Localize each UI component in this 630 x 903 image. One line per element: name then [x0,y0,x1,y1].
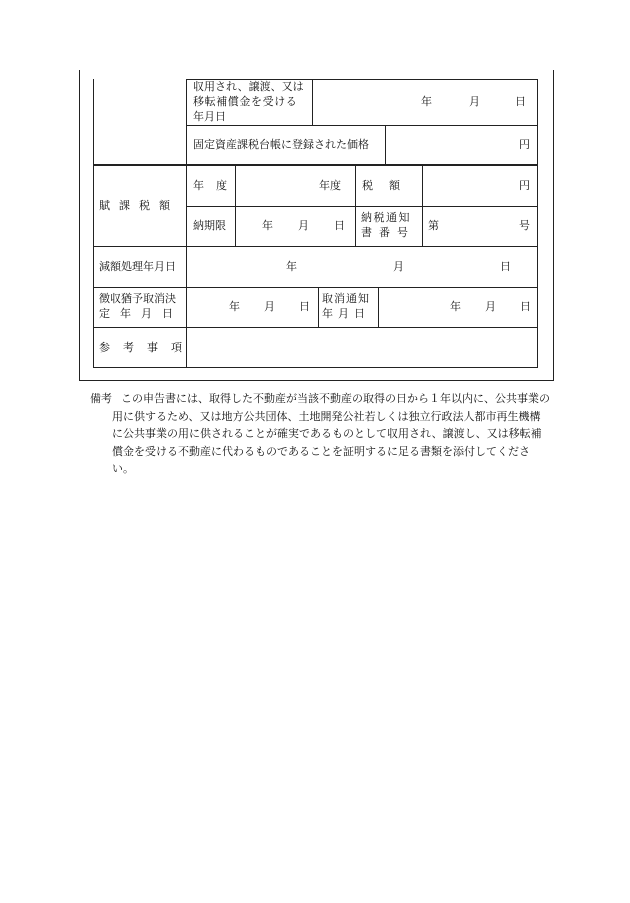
grace-cancel-month: 月 [264,300,275,313]
divider [385,125,386,165]
fiscal-year-unit: 年度 [319,179,341,192]
divider [93,246,538,247]
remarks-label: 参考事項 [99,341,195,354]
label-column-divider-top [186,79,187,165]
expropriation-date-label-line2: 移転補償金を受ける [193,95,298,108]
cancel-notice-day: 日 [520,300,531,313]
cancel-notice-label-line1: 取消通知 [322,292,370,305]
divider [186,247,187,288]
expropriation-date-year: 年 [421,95,432,108]
section-divider [93,164,538,166]
note-heading: 備考 [90,392,112,405]
grace-cancel-day: 日 [299,300,310,313]
reduction-date-label: 減額処理年月日 [99,260,176,273]
divider [186,125,538,126]
tax-amount-unit: 円 [519,179,530,192]
expropriation-date-label-line1: 収用され、譲渡、又は [193,80,304,93]
grace-cancel-label-line1: 徴収猶予取消決 [99,292,176,305]
outer-frame-bottom [79,380,554,381]
notice-number-suffix: 号 [519,219,530,232]
due-date-year: 年 [262,219,273,232]
grace-cancel-year: 年 [229,300,240,313]
fiscal-year-label: 年度 [193,179,239,192]
tax-amount-label: 税額 [362,179,416,192]
expropriation-date-month: 月 [469,95,480,108]
divider [186,288,187,368]
reduction-date-year: 年 [286,260,297,273]
table-left-border [93,79,94,368]
table-right-border [537,79,538,368]
expropriation-date-day: 日 [515,95,526,108]
notice-number-label-line2: 書番号 [361,226,415,239]
reduction-date-day: 日 [500,260,511,273]
divider [186,206,538,207]
divider [93,327,538,328]
due-date-day: 日 [334,219,345,232]
outer-frame-right [553,70,554,381]
due-date-label: 納期限 [193,219,226,232]
taxation-label [99,199,179,213]
outer-frame-left [79,70,80,381]
table-bottom-border [93,367,538,368]
assessed-value-label: 固定資産課税台帳に登録された価格 [193,138,369,151]
taxation-label-text: 賦課税額 [99,199,179,212]
due-date-month: 月 [298,219,309,232]
cancel-notice-month: 月 [485,300,496,313]
cancel-notice-year: 年 [450,300,461,313]
assessed-value-unit: 円 [519,138,530,151]
cancel-notice-label-line2: 年月日 [322,307,370,320]
reduction-date-month: 月 [393,260,404,273]
expropriation-date-label-line3: 年月日 [193,110,226,123]
grace-cancel-label-line2: 定年月日 [99,307,183,320]
divider [378,288,379,328]
notice-number-label-line1: 納税通知 [361,211,411,224]
note-text: この申告書には、取得した不動産が当該不動産の取得の日から１年以内に、公共事業の用に供するため、又は地方公共団体、土地開発公社若しくは独立行政法人都市再生機構に公共事業の用に供されることが確実であるものとして収用され、譲渡し、又は移転補償金を受ける不動産に代わるものであることを証明するに足る書類を添付してください。 [112,392,550,475]
divider [312,79,313,125]
divider [93,287,538,288]
notice-number-prefix: 第 [428,219,439,232]
divider [318,288,319,328]
